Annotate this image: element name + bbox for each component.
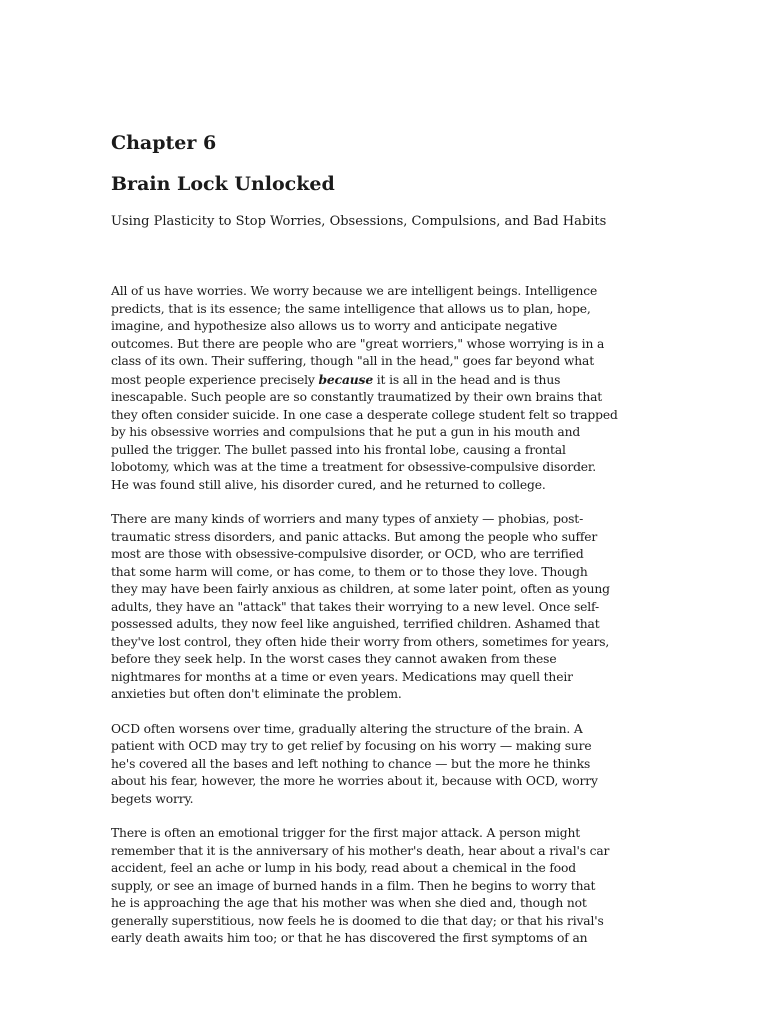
text-line: There are many kinds of worriers and many types of anxiety — phobias, post-: [111, 512, 584, 526]
text-line: imagine, and hypothesize also allows us to worry and anticipate negative: [111, 319, 558, 333]
text-line: inescapable. Such people are so constantly traumatized by their own brains that: [111, 390, 603, 404]
text-line: most are those with obsessive-compulsive disorder, or OCD, who are terrified: [111, 547, 584, 561]
text-line: about his fear, however, the more he worries about it, because with OCD, worry: [111, 774, 598, 788]
chapter-title: Brain Lock Unlocked: [111, 173, 335, 195]
text-line: pulled the trigger. The bullet passed into his frontal lobe, causing a frontal: [111, 442, 566, 457]
text-line: accident, feel an ache or lump in his body, read about a chemical in the food: [111, 861, 577, 875]
text-line: traumatic stress disorders, and panic attacks. But among the people who suffer: [111, 529, 598, 544]
paragraph: [111, 721, 661, 809]
emphasized-word: because: [318, 371, 373, 387]
text-line: adults, they have an "attack" that takes their worrying to a new level. Once self-: [111, 599, 600, 614]
text-line: he's covered all the bases and left nothing to chance — but the more he thinks: [111, 756, 591, 771]
text-line: begets worry.: [111, 791, 194, 806]
text-line: generally superstitious, now feels he is doomed to die that day; or that his rival's: [111, 913, 604, 928]
text-line: they may have been fairly anxious as children, at some later point, often as young: [111, 582, 610, 596]
chapter-body: [111, 283, 661, 965]
text-line: possessed adults, they now feel like anguished, terrified children. Ashamed that: [111, 617, 600, 631]
text-line: supply, or see an image of burned hands in a film. Then he begins to worry that: [111, 878, 596, 893]
chapter-subtitle: Using Plasticity to Stop Worries, Obsessions, Compulsions, and Bad Habits: [111, 214, 607, 229]
chapter-label: Chapter 6: [111, 132, 217, 154]
text-run: most people experience precisely: [111, 372, 319, 387]
text-line: He was found still alive, his disorder cured, and he returned to college.: [111, 477, 546, 492]
text-line: There is often an emotional trigger for the first major attack. A person might: [111, 826, 581, 840]
text-line: All of us have worries. We worry because we are intelligent beings. Intelligence: [111, 284, 598, 298]
text-line: they've lost control, they often hide their worry from others, sometimes for years,: [111, 634, 610, 649]
text-line: anxieties but often don't eliminate the problem.: [111, 687, 402, 701]
text-line: patient with OCD may try to get relief by focusing on his worry — making sure: [111, 739, 592, 753]
text-line: [111, 371, 661, 390]
text-run: it is all in the head and is thus: [373, 372, 561, 387]
text-line: early death awaits him too; or that he has discovered the first symptoms of an: [111, 931, 588, 945]
text-line: predicts, that is its essence; the same intelligence that allows us to plan, hope,: [111, 301, 591, 316]
text-line: OCD often worsens over time, gradually altering the structure of the brain. A: [111, 721, 583, 736]
text-line: that some harm will come, or has come, to them or to those they love. Though: [111, 564, 588, 579]
paragraph: [111, 283, 661, 494]
text-line: nightmares for months at a time or even years. Medications may quell their: [111, 669, 573, 684]
text-line: before they seek help. In the worst cases they cannot awaken from these: [111, 652, 557, 666]
paragraph: [111, 511, 661, 704]
text-line: they often consider suicide. In one case a desperate college student felt so trapped: [111, 407, 618, 422]
text-line: class of its own. Their suffering, though "all in the head," goes far beyond what: [111, 354, 594, 368]
text-line: he is approaching the age that his mother was when she died and, though not: [111, 896, 587, 910]
paragraph: [111, 825, 661, 948]
text-line: remember that it is the anniversary of his mother's death, hear about a rival's car: [111, 843, 610, 858]
text-line: outcomes. But there are people who are "great worriers," whose worrying is in a: [111, 336, 605, 351]
text-line: lobotomy, which was at the time a treatment for obsessive-compulsive disorder.: [111, 460, 597, 474]
text-line: by his obsessive worries and compulsions that he put a gun in his mouth and: [111, 425, 581, 439]
